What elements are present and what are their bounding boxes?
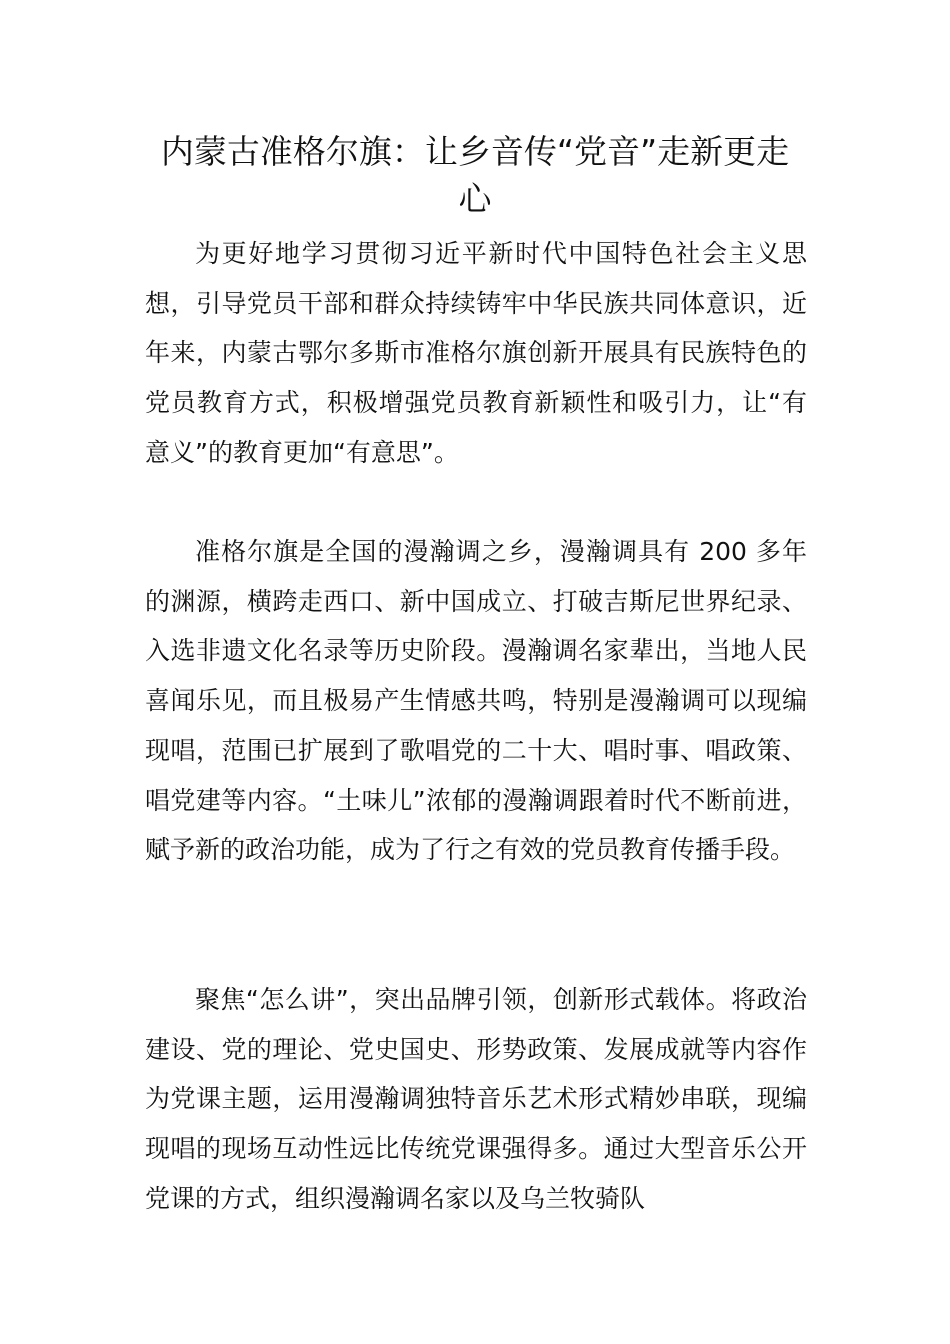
document-title: 内蒙古准格尔旗：让乡音传“党音”走新更走心 — [160, 132, 790, 218]
paragraph-2: 准格尔旗是全国的漫瀚调之乡，漫瀚调具有 200 多年的渊源，横跨走西口、新中国成立、打破吉斯尼世界纪录、入选非遗文化名录等历史阶段。漫瀚调名家辈出，当地人民喜闻乐见，而且极易产生情感共鸣，特别是漫瀚调可以现编现唱，范围已扩展到了歌唱党的二十大、唱时事、唱政策、唱党建等内容。“土味儿”浓郁的漫瀚调跟着时代不断前进，赋予新的政治功能，成为了行之有效的党员教育传播手段。 — [145, 537, 807, 865]
paragraph-1: 为更好地学习贯彻习近平新时代中国特色社会主义思想，引导党员干部和群众持续铸牢中华民族共同体意识，近年来，内蒙古鄂尔多斯市准格尔旗创新开展具有民族特色的党员教育方式，积极增强党员教育新颖性和吸引力，让“有意义”的教育更加“有意思”。 — [145, 239, 807, 467]
paragraph-3: 聚焦“怎么讲”，突出品牌引领，创新形式载体。将政治建设、党的理论、党史国史、形势政策、发展成就等内容作为党课主题，运用漫瀚调独特音乐艺术形式精妙串联，现编现唱的现场互动性远比传统党课强得多。通过大型音乐公开党课的方式，组织漫瀚调名家以及乌兰牧骑队 — [145, 985, 807, 1213]
